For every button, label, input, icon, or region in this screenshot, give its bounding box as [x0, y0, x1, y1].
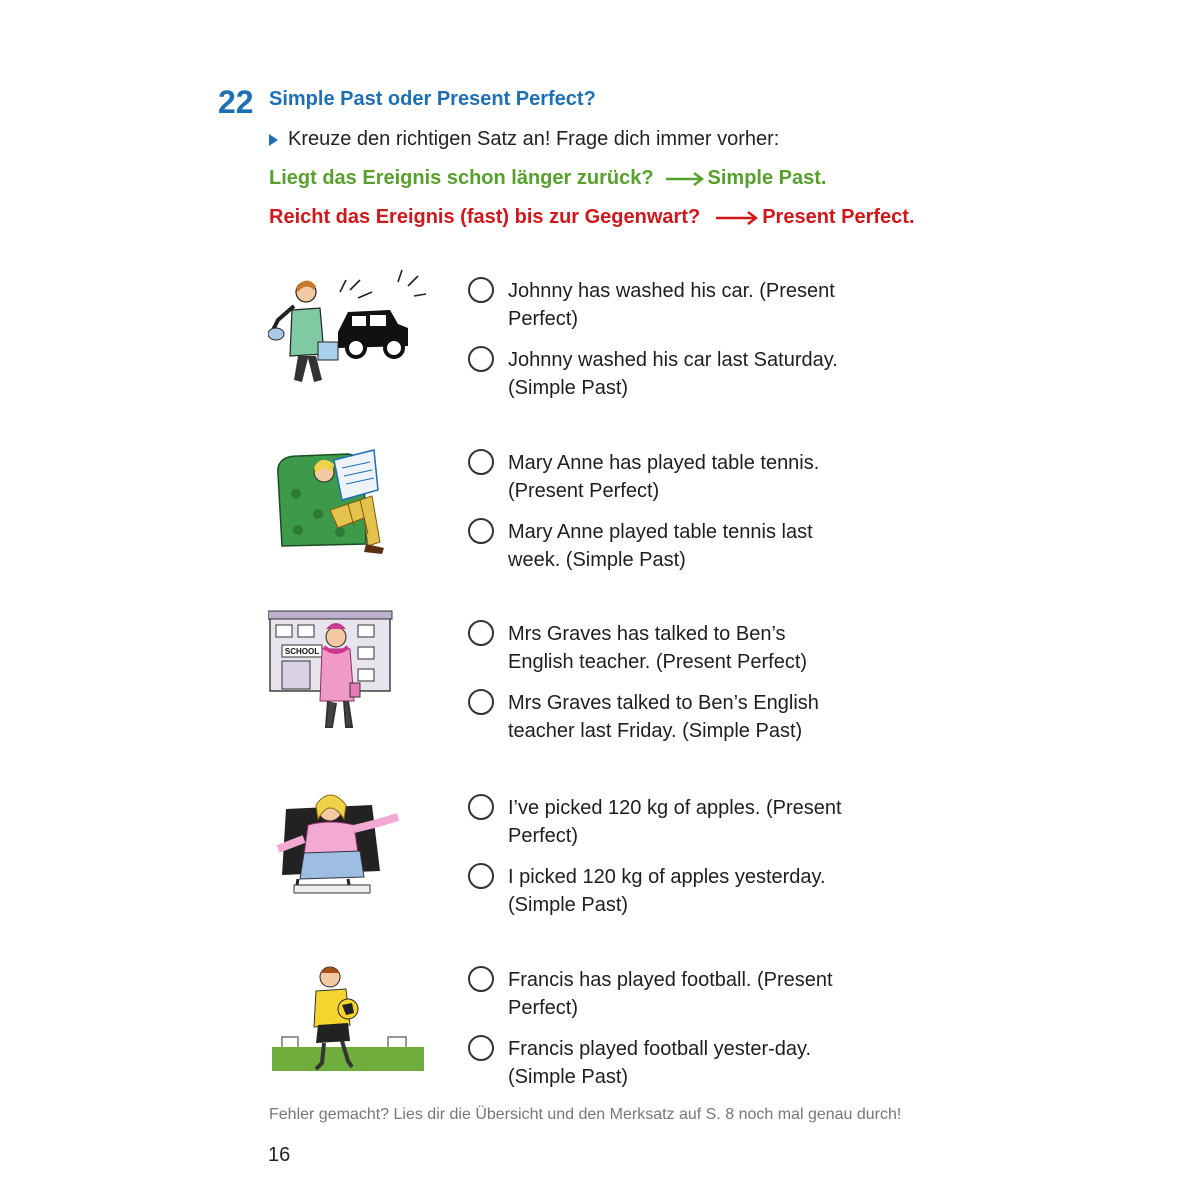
exercise-item	[268, 262, 968, 402]
option-simple-past[interactable]	[468, 346, 848, 402]
option-text: Mary Anne has played table tennis. (Present Perfect)	[508, 452, 820, 502]
exercise-item	[268, 779, 968, 919]
answer-checkbox[interactable]	[468, 277, 494, 303]
option-text: I’ve picked 120 kg of apples. (Present Perfect)	[508, 797, 842, 847]
exercise-item	[268, 605, 968, 745]
exercise-item	[268, 434, 968, 574]
answer-checkbox[interactable]	[468, 620, 494, 646]
exercise-number: 22	[218, 84, 254, 120]
triangle-bullet-icon	[269, 134, 278, 146]
option-simple-past[interactable]	[468, 863, 848, 919]
rule-present-perfect	[269, 206, 915, 229]
option-present-perfect[interactable]	[468, 794, 848, 850]
instruction-text: Kreuze den richtigen Satz an! Frage dich immer vorher:	[288, 128, 780, 150]
answer-checkbox[interactable]	[468, 966, 494, 992]
option-text: Johnny washed his car last Saturday. (Simple Past)	[508, 349, 838, 399]
instruction	[269, 128, 779, 151]
option-text: Mary Anne played table tennis last week. (Simple Past)	[508, 521, 813, 571]
answer-checkbox[interactable]	[468, 794, 494, 820]
option-present-perfect[interactable]	[468, 277, 848, 333]
option-simple-past[interactable]	[468, 518, 848, 574]
rule-simple-past	[269, 167, 826, 190]
woman-in-front-of-school-illustration	[268, 605, 428, 735]
arrow-right-icon	[666, 172, 706, 186]
option-text: I picked 120 kg of apples yesterday. (Simple Past)	[508, 866, 826, 916]
option-text: Mrs Graves talked to Ben’s English teacher last Friday. (Simple Past)	[508, 692, 819, 742]
answer-checkbox[interactable]	[468, 689, 494, 715]
rule-past-answer: Simple Past.	[707, 167, 827, 189]
answer-checkbox[interactable]	[468, 863, 494, 889]
answer-checkbox[interactable]	[468, 449, 494, 475]
footer-note: Fehler gemacht? Lies dir die Übersicht und den Merksatz auf S. 8 noch mal genau durch!	[269, 1106, 902, 1123]
option-text: Francis has played football. (Present Perfect)	[508, 969, 833, 1019]
arrow-right-icon	[716, 211, 760, 225]
woman-sitting-in-chair-illustration	[268, 779, 428, 909]
option-text: Francis played football yester-day. (Simple Past)	[508, 1038, 812, 1088]
rule-perfect-answer: Present Perfect.	[762, 206, 915, 228]
school-sign-text: SCHOOL	[284, 647, 320, 656]
exercise-title: Simple Past oder Present Perfect?	[269, 88, 596, 110]
option-present-perfect[interactable]	[468, 449, 848, 505]
option-simple-past[interactable]	[468, 1035, 848, 1091]
man-washing-car-illustration	[268, 262, 428, 392]
answer-checkbox[interactable]	[468, 1035, 494, 1061]
option-present-perfect[interactable]	[468, 966, 848, 1022]
option-present-perfect[interactable]	[468, 620, 848, 676]
page-number: 16	[268, 1144, 291, 1166]
option-simple-past[interactable]	[468, 689, 848, 745]
answer-checkbox[interactable]	[468, 518, 494, 544]
rule-perfect-question: Reicht das Ereignis (fast) bis zur Gegenwart?	[269, 206, 701, 228]
option-text: Johnny has washed his car. (Present Perfect)	[508, 280, 835, 330]
boy-holding-football-illustration	[268, 951, 428, 1081]
exercise-item	[268, 951, 968, 1091]
woman-reading-newspaper-illustration	[268, 434, 428, 564]
answer-checkbox[interactable]	[468, 346, 494, 372]
option-text: Mrs Graves has talked to Ben’s English teacher. (Present Perfect)	[508, 623, 808, 673]
rule-past-question: Liegt das Ereignis schon länger zurück?	[269, 167, 654, 189]
